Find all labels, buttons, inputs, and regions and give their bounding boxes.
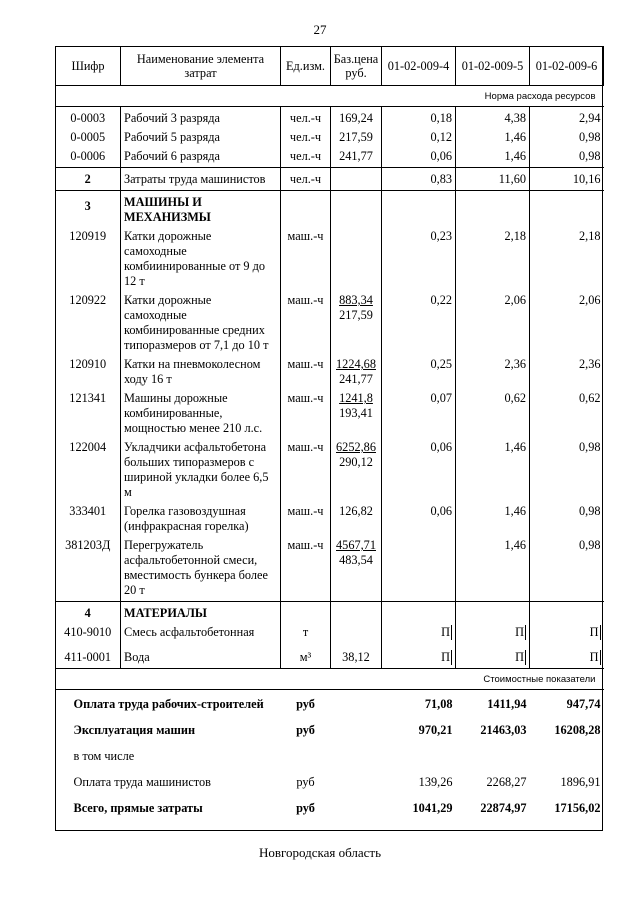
row-value-1: 0,25	[382, 353, 456, 387]
header-unit: Ед.изм.	[281, 47, 331, 86]
row-name: Катки дорожные самоходные комбинированные средних типоразмеров от 7,1 до 10 т	[121, 289, 281, 353]
row-value-1: 0,06	[382, 500, 456, 534]
total-name: Эксплуатация машин	[73, 723, 196, 737]
table-row	[56, 436, 604, 500]
header-col2: 01-02-009-5	[456, 47, 530, 86]
total-value-3	[530, 742, 604, 768]
row-value-2: 1,46	[456, 534, 530, 598]
page-number: 27	[313, 22, 327, 37]
row-code: 411-0001	[56, 640, 121, 665]
row-price	[331, 534, 382, 598]
row-name: Катки дорожные самоходные комбиинированные от 9 до 12 т	[121, 225, 281, 289]
table-row	[56, 145, 604, 164]
resource-table	[55, 46, 604, 820]
row-value-3: 0,62	[578, 391, 601, 405]
total-value-1: 1041,29	[412, 801, 453, 815]
row-price: 38,12	[331, 640, 382, 665]
table-row	[56, 353, 604, 387]
total-row	[56, 716, 604, 742]
header-code: Шифр	[56, 47, 121, 86]
section-title: МАТЕРИАЛЫ	[121, 602, 281, 622]
section-header-materials	[56, 602, 604, 622]
row-value-3: 0,98	[578, 504, 601, 518]
row-price	[331, 387, 382, 436]
row-unit: т	[281, 621, 331, 640]
row-price	[331, 289, 382, 353]
section-code: 4	[56, 602, 121, 622]
total-value-1: 71,08	[424, 697, 453, 711]
row-unit: маш.-ч	[281, 387, 331, 436]
total-unit: руб	[296, 697, 315, 711]
section-title: МАШИНЫ И МЕХАНИЗМЫ	[121, 191, 281, 226]
row-unit: маш.-ч	[281, 289, 331, 353]
machine-price-underlined: 883,34	[339, 293, 373, 307]
table-row	[56, 640, 604, 665]
row-name: Затраты труда машинистов	[121, 168, 281, 188]
row-code: 333401	[56, 500, 121, 534]
total-name: Оплата труда рабочих-строителей	[73, 697, 264, 711]
table-row	[56, 621, 604, 640]
row-price: 126,82	[331, 500, 382, 534]
row-unit: м³	[281, 640, 331, 665]
total-unit: руб	[296, 801, 315, 815]
row-code: 0-0006	[56, 145, 121, 164]
row-value-1	[382, 534, 456, 598]
section-header-machines	[56, 191, 604, 226]
row-price: 169,24	[331, 107, 382, 127]
row-price: 241,77	[331, 145, 382, 164]
machine-price-underlined: 1241,8	[339, 391, 373, 405]
row-price	[331, 225, 382, 289]
total-value-2: 21463,03	[480, 723, 527, 737]
header-price: Баз.цена руб.	[331, 47, 382, 86]
row-value-1: 0,22	[382, 289, 456, 353]
row-value-2: 11,60	[456, 168, 530, 188]
row-unit: маш.-ч	[281, 353, 331, 387]
header-col1: 01-02-009-4	[382, 47, 456, 86]
row-price	[331, 168, 382, 188]
row-value-2: 4,38	[456, 107, 530, 127]
row-value-1: 0,83	[382, 168, 456, 188]
row-value-2: 1,46	[456, 436, 530, 500]
table-header	[56, 47, 604, 86]
row-value-3: 2,36	[578, 357, 601, 371]
row-value-2: П	[456, 640, 530, 665]
row-price	[331, 436, 382, 500]
total-row	[56, 768, 604, 794]
row-name: Смесь асфальтобетонная	[121, 621, 281, 640]
machinist-price: 217,59	[339, 308, 373, 322]
table-row	[56, 289, 604, 353]
row-unit: чел.-ч	[281, 107, 331, 127]
section-code: 3	[56, 191, 121, 226]
row-unit: чел.-ч	[281, 168, 331, 188]
row-code: 121341	[56, 387, 121, 436]
total-value-1	[382, 742, 456, 768]
table-row	[56, 387, 604, 436]
total-name: в том числе	[73, 749, 135, 763]
table-row	[56, 534, 604, 598]
row-value-3: 10,16	[530, 168, 604, 188]
machinist-price: 241,77	[339, 372, 373, 386]
row-value-2: 2,36	[456, 353, 530, 387]
machine-price-underlined: 6252,86	[336, 440, 376, 454]
row-unit: маш.-ч	[281, 225, 331, 289]
total-unit: руб	[296, 723, 315, 737]
row-code: 120910	[56, 353, 121, 387]
total-unit	[281, 742, 331, 768]
row-value-1: 0,23	[382, 225, 456, 289]
table-row	[56, 107, 604, 127]
row-value-3: 2,18	[578, 229, 601, 243]
total-row	[56, 690, 604, 717]
row-price	[331, 353, 382, 387]
section-row-machinists	[56, 168, 604, 188]
row-code: 381203Д	[56, 534, 121, 598]
row-value-3: П	[589, 650, 599, 664]
row-unit: маш.-ч	[281, 500, 331, 534]
row-value-2: 1,46	[456, 145, 530, 164]
row-value-1: 0,18	[382, 107, 456, 127]
machine-price-underlined: 4567,71	[336, 538, 376, 552]
total-value-1: 139,26	[418, 775, 453, 789]
row-value-3: 0,98	[578, 130, 601, 144]
machinist-price: 290,12	[339, 455, 373, 469]
row-unit: маш.-ч	[281, 436, 331, 500]
row-code: 0-0005	[56, 126, 121, 145]
total-name: Оплата труда машинистов	[73, 775, 211, 789]
total-unit: руб	[296, 775, 315, 789]
table-row	[56, 500, 604, 534]
header-col3: 01-02-009-6	[530, 47, 604, 86]
footer-region: Новгородская область	[258, 845, 382, 860]
total-name: Всего, прямые затраты	[73, 801, 203, 815]
row-unit: маш.-ч	[281, 534, 331, 598]
row-price	[331, 621, 382, 640]
row-value-1: 0,06	[382, 436, 456, 500]
row-value-3: 2,06	[578, 293, 601, 307]
row-code: 120919	[56, 225, 121, 289]
row-value-2: 1,46	[456, 126, 530, 145]
total-value-2: 22874,97	[480, 801, 527, 815]
total-row	[56, 742, 604, 768]
row-value-1: П	[382, 621, 456, 640]
row-value-3: 0,98	[578, 149, 601, 163]
row-code: 410-9010	[56, 621, 121, 640]
row-code: 120922	[56, 289, 121, 353]
row-name: Катки на пневмоколесном ходу 16 т	[121, 353, 281, 387]
total-value-1: 970,21	[418, 723, 453, 737]
row-value-1: 0,12	[382, 126, 456, 145]
total-value-3: 947,74	[566, 697, 601, 711]
row-code: 0-0003	[56, 107, 121, 127]
table-row	[56, 126, 604, 145]
row-name: Рабочий 5 разряда	[121, 126, 281, 145]
row-name: Горелка газовоздушная (инфракрасная горелка)	[121, 500, 281, 534]
total-value-2	[456, 742, 530, 768]
row-value-2: 0,62	[456, 387, 530, 436]
machine-price-underlined: 1224,68	[336, 357, 376, 371]
machinist-price: 193,41	[339, 406, 373, 420]
row-value-2: 2,18	[456, 225, 530, 289]
table-row	[56, 225, 604, 289]
row-value-2: 2,06	[456, 289, 530, 353]
row-unit: чел.-ч	[281, 126, 331, 145]
row-name: Рабочий 6 разряда	[121, 145, 281, 164]
row-value-1: П	[382, 640, 456, 665]
row-name: Перегружатель асфальтобетонной смеси, вместимость бункера более 20 т	[121, 534, 281, 598]
row-name: Машины дорожные комбинированные, мощностью менее 210 л.с.	[121, 387, 281, 436]
row-name: Рабочий 3 разряда	[121, 107, 281, 127]
banner-resources: Норма расхода ресурсов	[56, 86, 604, 107]
row-value-3: 0,98	[578, 440, 601, 454]
row-code: 2	[56, 168, 121, 188]
row-value-2: 1,46	[456, 500, 530, 534]
total-value-2: 2268,27	[486, 775, 527, 789]
header-name: Наименование элемента затрат	[121, 47, 281, 86]
row-value-2: П	[456, 621, 530, 640]
row-value-3: П	[589, 625, 599, 639]
row-name: Укладчики асфальтобетона больших типоразмеров с шириной укладки более 6,5 м	[121, 436, 281, 500]
total-value-3: 1896,91	[560, 775, 601, 789]
row-price: 217,59	[331, 126, 382, 145]
machinist-price: 483,54	[339, 553, 373, 567]
total-value-2: 1411,94	[487, 697, 527, 711]
row-code: 122004	[56, 436, 121, 500]
row-value-3: 0,98	[578, 538, 601, 552]
row-value-1: 0,07	[382, 387, 456, 436]
total-value-3: 17156,02	[554, 801, 601, 815]
banner-costs: Стоимостные показатели	[56, 669, 604, 690]
total-value-3: 16208,28	[554, 723, 601, 737]
row-unit: чел.-ч	[281, 145, 331, 164]
total-row	[56, 794, 604, 820]
row-value-3: 2,94	[578, 111, 601, 125]
row-name: Вода	[121, 640, 281, 665]
row-value-1: 0,06	[382, 145, 456, 164]
